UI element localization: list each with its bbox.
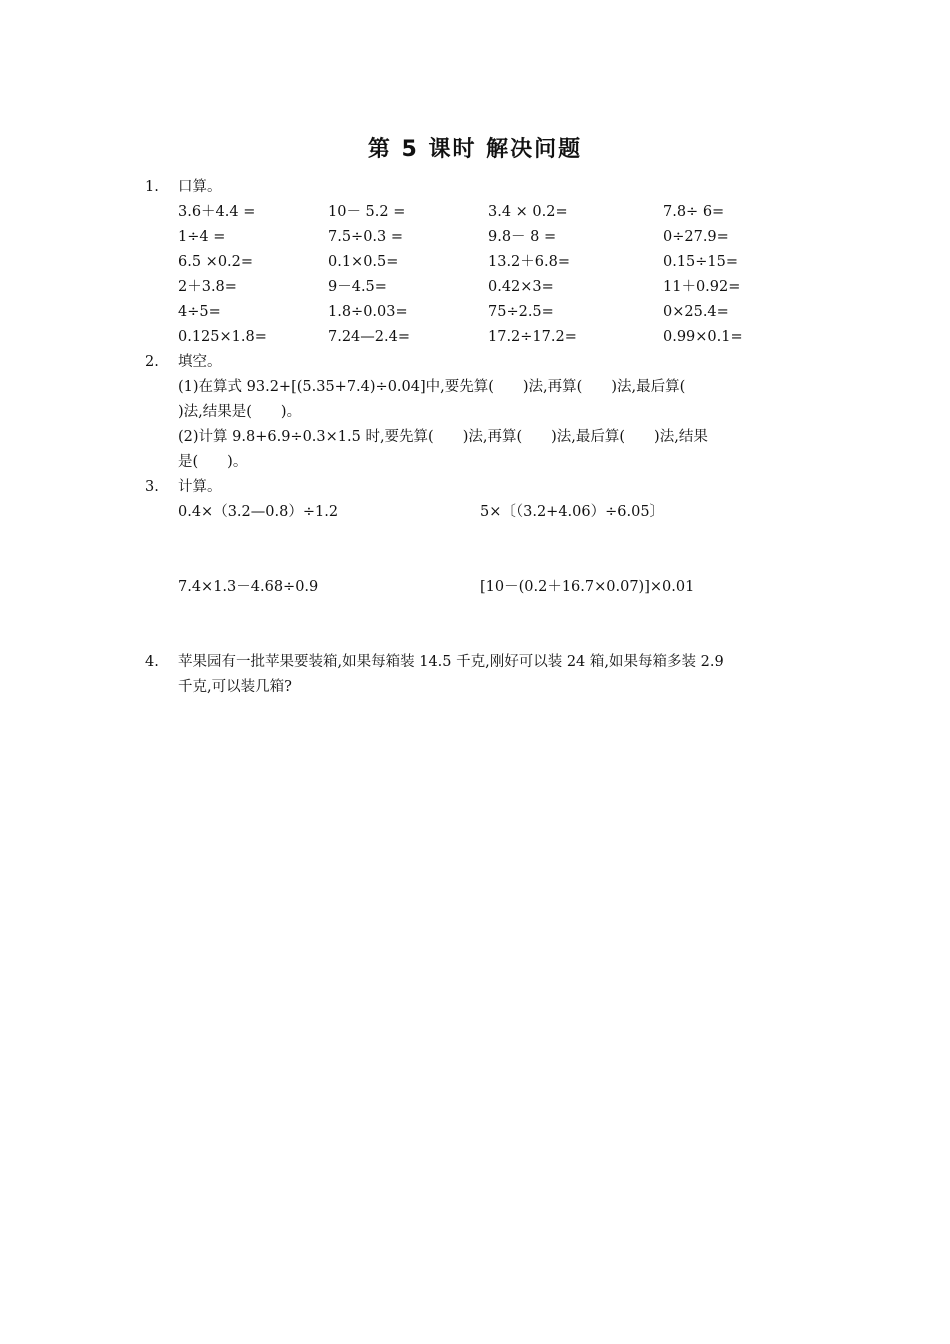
q1-item: 7.24—2.4= bbox=[328, 329, 410, 345]
q1-item: 13.2＋6.8= bbox=[488, 254, 570, 270]
q1-item: 0÷27.9= bbox=[663, 229, 729, 245]
q1-number: 1. bbox=[145, 179, 159, 195]
q1-item: 7.8÷ 6= bbox=[663, 204, 725, 220]
q3-expression: 0.4×（3.2—0.8）÷1.2 bbox=[178, 504, 339, 520]
page-title: 第 5 课时 解决问题 bbox=[367, 137, 583, 162]
q1-item: 3.6＋4.4 = bbox=[178, 204, 256, 220]
q1-item: 0.125×1.8= bbox=[178, 329, 267, 345]
q1-item: 1.8÷0.03= bbox=[328, 304, 408, 320]
q1-item: 0.1×0.5= bbox=[328, 254, 399, 270]
q4-number: 4. bbox=[145, 654, 159, 670]
q1-item: 0×25.4= bbox=[663, 304, 729, 320]
q1-item: 0.15÷15= bbox=[663, 254, 739, 270]
q1-item: 0.99×0.1= bbox=[663, 329, 743, 345]
q1-item: 10－ 5.2 = bbox=[328, 204, 406, 220]
q2-heading: 填空。 bbox=[178, 354, 222, 370]
q1-item: 2＋3.8= bbox=[178, 279, 237, 295]
q4-line: 千克,可以装几箱? bbox=[178, 679, 292, 695]
q3-heading: 计算。 bbox=[178, 479, 222, 495]
q1-item: 11＋0.92= bbox=[663, 279, 741, 295]
q1-item: 7.5÷0.3 = bbox=[328, 229, 404, 245]
q1-item: 9.8－ 8 = bbox=[488, 229, 557, 245]
q3-expression: 7.4×1.3－4.68÷0.9 bbox=[178, 579, 319, 595]
q1-item: 1÷4 = bbox=[178, 229, 226, 245]
q1-item: 9－4.5= bbox=[328, 279, 387, 295]
q4-line: 苹果园有一批苹果要装箱,如果每箱装 14.5 千克,刚好可以装 24 箱,如果每箱多装 2.9 bbox=[178, 654, 724, 670]
q3-number: 3. bbox=[145, 479, 159, 495]
q1-item: 17.2÷17.2= bbox=[488, 329, 577, 345]
q2-number: 2. bbox=[145, 354, 159, 370]
q2-line: )法,结果是( )。 bbox=[178, 404, 302, 420]
q3-expression: 5×〔（3.2+4.06）÷6.05〕 bbox=[480, 504, 665, 520]
q1-item: 3.4 × 0.2= bbox=[488, 204, 568, 220]
q1-item: 0.42×3= bbox=[488, 279, 554, 295]
q1-heading: 口算。 bbox=[178, 179, 222, 195]
q3-expression: [10－(0.2＋16.7×0.07)]×0.01 bbox=[480, 579, 695, 595]
q1-item: 75÷2.5= bbox=[488, 304, 554, 320]
q1-item: 4÷5= bbox=[178, 304, 221, 320]
q2-line: (1)在算式 93.2+[(5.35+7.4)÷0.04]中,要先算( )法,再算( )法,最后算( bbox=[178, 379, 686, 395]
q1-item: 6.5 ×0.2= bbox=[178, 254, 254, 270]
q2-line: 是( )。 bbox=[178, 454, 248, 470]
q2-line: (2)计算 9.8+6.9÷0.3×1.5 时,要先算( )法,再算( )法,最后算( )法,结果 bbox=[178, 429, 708, 445]
